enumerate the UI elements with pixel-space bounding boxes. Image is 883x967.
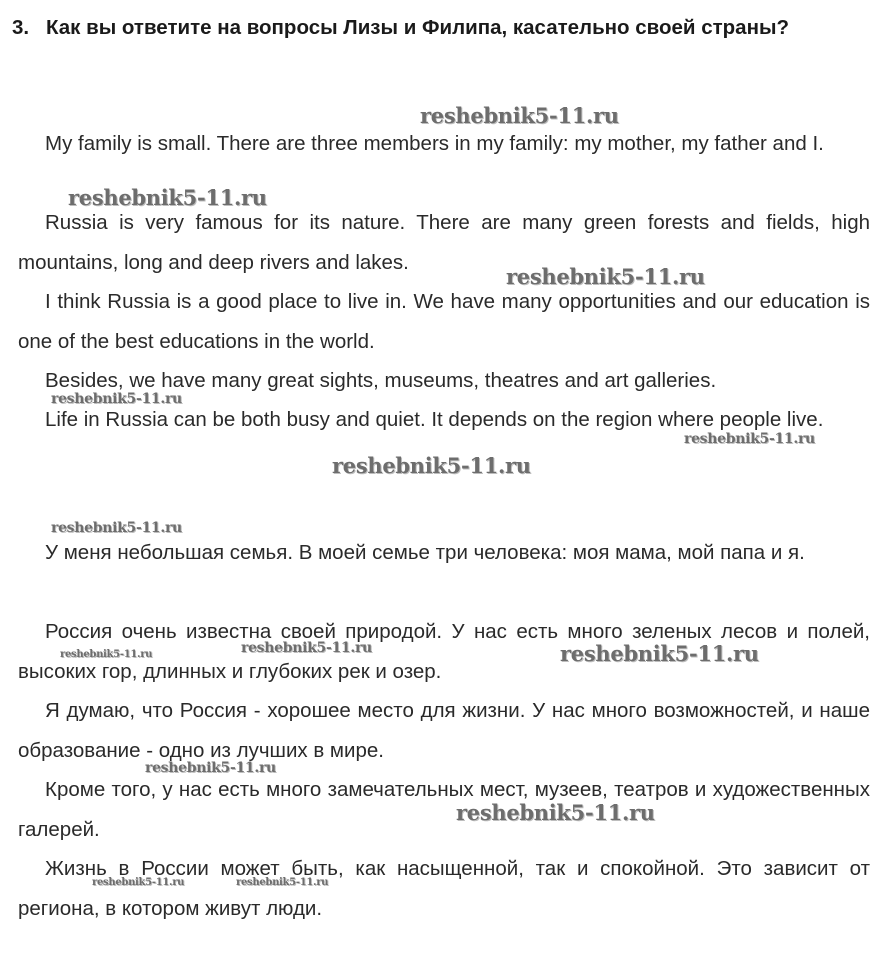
watermark: reshebnik5-11.ru	[145, 760, 276, 776]
watermark: reshebnik5-11.ru	[560, 641, 759, 666]
english-paragraph-life: Life in Russia can be both busy and quiet. It depends on the region where people live.	[45, 408, 824, 431]
task-question: Как вы ответите на вопросы Лизы и Филипа, касательно своей страны?	[46, 16, 789, 39]
english-paragraph-sights: Besides, we have many great sights, museums, theatres and art galleries.	[45, 369, 717, 392]
watermark: reshebnik5-11.ru	[92, 877, 185, 888]
watermark: reshebnik5-11.ru	[684, 431, 815, 447]
watermark: reshebnik5-11.ru	[60, 649, 153, 660]
watermark: reshebnik5-11.ru	[236, 877, 329, 888]
watermark: reshebnik5-11.ru	[241, 640, 372, 656]
watermark: reshebnik5-11.ru	[506, 264, 705, 289]
watermark: reshebnik5-11.ru	[68, 185, 267, 210]
task-number: 3.	[12, 16, 30, 39]
watermark: reshebnik5-11.ru	[420, 103, 619, 128]
english-paragraph-nature: Russia is very famous for its nature. There are many green forests and fields, high mountains, long and deep rivers and lakes.	[18, 211, 870, 274]
russian-paragraph-life: Жизнь в России может быть, как насыщенной, так и спокойной. Это зависит от региона, в котором живут люди.	[18, 857, 870, 920]
task-heading	[12, 8, 872, 48]
watermark: reshebnik5-11.ru	[51, 391, 182, 407]
english-paragraph-family: My family is small. There are three members in my family: my mother, my father and I.	[45, 132, 824, 155]
russian-paragraph-sights: Кроме того, у нас есть много замечательных мест, музеев, театров и художественных галерей.	[18, 778, 870, 841]
russian-paragraph-family: У меня небольшая семья. В моей семье три человека: моя мама, мой папа и я.	[45, 541, 805, 564]
english-paragraph-opportunities: I think Russia is a good place to live in. We have many opportunities and our education is one of the best educations in the world.	[18, 290, 870, 353]
watermark: reshebnik5-11.ru	[456, 800, 655, 825]
watermark: reshebnik5-11.ru	[51, 520, 182, 536]
watermark: reshebnik5-11.ru	[332, 453, 531, 478]
russian-paragraph-nature: Россия очень известна своей природой. У нас есть много зеленых лесов и полей, высоких гор, длинных и глубоких рек и озер.	[18, 620, 870, 683]
russian-paragraph-opportunities: Я думаю, что Россия - хорошее место для жизни. У нас много возможностей, и наше образование - одно из лучших в мире.	[18, 699, 870, 762]
